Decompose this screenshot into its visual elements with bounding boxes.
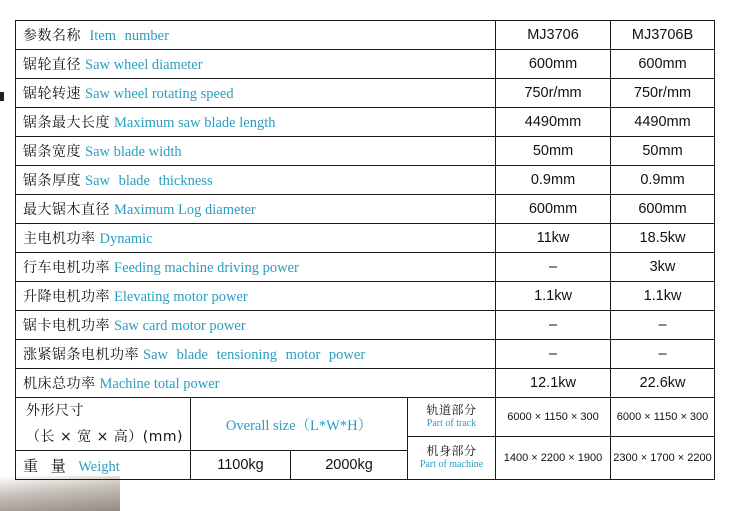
spec-row [16, 166, 715, 195]
spec-label-cell [16, 253, 496, 282]
edge-mark [0, 92, 4, 101]
spec-label-cn: 涨紧锯条电机功率 [23, 347, 139, 363]
spec-value-model2: 0.9mm [611, 166, 715, 195]
header-cn: 参数名称 [23, 28, 81, 44]
spec-label-cn: 行车电机功率 [23, 260, 110, 276]
weight-value-model2: 2000kg [291, 451, 408, 480]
spec-label-cell [16, 108, 496, 137]
machine-value-model2: 2300 × 1700 × 2200 [611, 437, 715, 480]
spec-label-cn: 锯条最大长度 [23, 115, 110, 131]
spec-row [16, 311, 715, 340]
spec-label-en: Saw wheel rotating speed [85, 86, 234, 102]
spec-label-cell [16, 369, 496, 398]
spec-row [16, 282, 715, 311]
spec-row [16, 224, 715, 253]
overall-size-cell [191, 398, 408, 451]
spec-row [16, 340, 715, 369]
spec-value-model1: 12.1kw [496, 369, 611, 398]
spec-label-en: Saw blade tensioning motor power [143, 347, 366, 363]
spec-label-cell [16, 137, 496, 166]
spec-label-en: Saw wheel diameter [85, 57, 203, 73]
spec-value-model2: 1.1kw [611, 282, 715, 311]
spec-value-model1: 11kw [496, 224, 611, 253]
spec-label-en: Dynamic [99, 231, 153, 247]
weight-cn: 重 量 [23, 456, 70, 475]
spec-row [16, 108, 715, 137]
spec-value-model1: 0.9mm [496, 166, 611, 195]
spec-label-en: Feeding machine driving power [114, 260, 299, 276]
machine-label-cell [408, 437, 496, 480]
dimensions-cn-line2: （长 × 宽 × 高）(mm) [26, 429, 183, 445]
spec-value-model2: 600mm [611, 50, 715, 79]
spec-value-model2: – [611, 311, 715, 340]
track-en: Part of track [426, 418, 477, 429]
spec-value-model1: – [496, 253, 611, 282]
spec-label-en: Maximum saw blade length [114, 115, 276, 131]
spec-value-model1: 4490mm [496, 108, 611, 137]
spec-value-model2: 600mm [611, 195, 715, 224]
spec-label-en: Machine total power [99, 376, 220, 392]
spec-row [16, 369, 715, 398]
machine-value-model1: 1400 × 2200 × 1900 [496, 437, 611, 480]
dimensions-track-row [16, 398, 715, 437]
spec-value-model1: 750r/mm [496, 79, 611, 108]
spec-label-cn: 锯条厚度 [23, 173, 81, 189]
spec-table [15, 20, 714, 489]
spec-row [16, 195, 715, 224]
dimensions-cn-line1: 外形尺寸 [26, 403, 84, 419]
spec-value-model1: 1.1kw [496, 282, 611, 311]
spec-label-en: Saw blade width [85, 144, 182, 160]
spec-label-en: Maximum Log diameter [114, 202, 256, 218]
spec-value-model2: 22.6kw [611, 369, 715, 398]
spec-value-model1: – [496, 340, 611, 369]
spec-value-model2: 750r/mm [611, 79, 715, 108]
spec-value-model2: 18.5kw [611, 224, 715, 253]
track-value-model1: 6000 × 1150 × 300 [496, 398, 611, 437]
spec-label-cn: 主电机功率 [23, 231, 96, 247]
spec-label-cn: 锯卡电机功率 [23, 318, 110, 334]
spec-label-cn: 锯条宽度 [23, 144, 81, 160]
spec-value-model2: – [611, 340, 715, 369]
spec-label-cn: 锯轮转速 [23, 86, 81, 102]
spec-label-cn: 锯轮直径 [23, 57, 81, 73]
weight-value-model1: 1100kg [191, 451, 291, 480]
spec-label-cell [16, 79, 496, 108]
spec-value-model2: 50mm [611, 137, 715, 166]
spec-label-cn: 机床总功率 [23, 376, 96, 392]
header-label-cell [16, 21, 496, 50]
spec-label-cell [16, 282, 496, 311]
machine-en: Part of machine [419, 459, 484, 470]
weight-label-cell [16, 451, 191, 480]
spec-value-model2: 4490mm [611, 108, 715, 137]
spec-row [16, 50, 715, 79]
track-cn: 轨道部分 [426, 403, 477, 417]
weight-en: Weight [78, 458, 120, 475]
spec-label-cell [16, 311, 496, 340]
spec-row [16, 79, 715, 108]
spec-value-model1: 600mm [496, 50, 611, 79]
model2-header: MJ3706B [611, 21, 715, 50]
spec-label-cell [16, 166, 496, 195]
spec-label-en: Saw card motor power [114, 318, 246, 334]
spec-value-model1: – [496, 311, 611, 340]
dimensions-label-cell [16, 398, 191, 451]
machine-cn: 机身部分 [426, 444, 477, 458]
header-en: Item number [89, 28, 169, 44]
spec-label-en: Saw blade thickness [85, 173, 213, 189]
spec-row [16, 253, 715, 282]
overall-size-en: Overall size（L*W*H） [225, 417, 373, 434]
header-row [16, 21, 715, 50]
track-label-cell [408, 398, 496, 437]
spec-label-cell [16, 50, 496, 79]
spec-label-en: Elevating motor power [114, 289, 248, 305]
spec-row [16, 137, 715, 166]
spec-value-model1: 600mm [496, 195, 611, 224]
spec-label-cell [16, 340, 496, 369]
model1-header: MJ3706 [496, 21, 611, 50]
spec-value-model1: 50mm [496, 137, 611, 166]
track-value-model2: 6000 × 1150 × 300 [611, 398, 715, 437]
spec-label-cn: 升降电机功率 [23, 289, 110, 305]
spec-label-cn: 最大锯木直径 [23, 202, 110, 218]
spec-label-cell [16, 224, 496, 253]
spec-label-cell [16, 195, 496, 224]
spec-value-model2: 3kw [611, 253, 715, 282]
